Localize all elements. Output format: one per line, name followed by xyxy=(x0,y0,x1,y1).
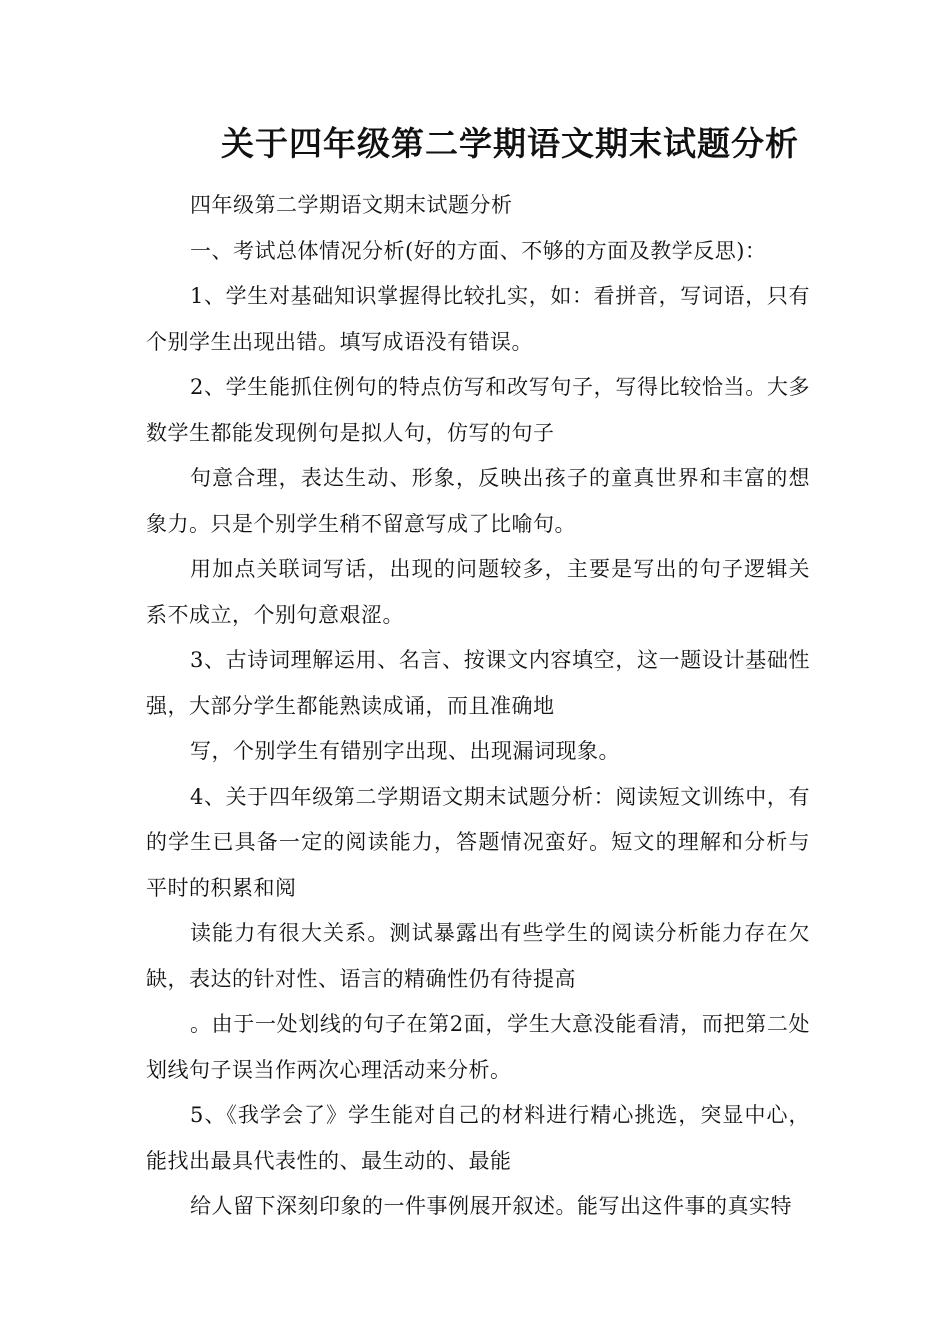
paragraph: 3、古诗词理解运用、名言、按课文内容填空，这一题设计基础性强，大部分学生都能熟读成诵，而且准确地 xyxy=(146,648,810,718)
paragraph: 一、考试总体情况分析(好的方面、不够的方面及教学反思)： xyxy=(190,238,767,263)
paragraph: 四年级第二学期语文期末试题分析 xyxy=(190,193,513,217)
paragraph: 5、《我学会了》学生能对自己的材料进行精心挑选，突显中心，能找出最具代表性的、最生动的、最能 xyxy=(146,1103,810,1173)
paragraph: 4、关于四年级第二学期语文期末试题分析：阅读短文训练中，有的学生已具备一定的阅读能力，答题情况蛮好。短文的理解和分析与平时的积累和阅 xyxy=(146,784,810,900)
paragraph: 句意合理，表达生动、形象，反映出孩子的童真世界和丰富的想象力。只是个别学生稍不留意写成了比喻句。 xyxy=(146,466,810,536)
paragraph: 写，个别学生有错别字出现、出现漏词现象。 xyxy=(190,739,620,763)
paragraph: 1、学生对基础知识掌握得比较扎实，如：看拼音，写词语，只有个别学生出现出错。填写成语没有错误。 xyxy=(146,284,810,354)
paragraph: 。由于一处划线的句子在第2面，学生大意没能看清，而把第二处划线句子误当作两次心理活动来分析。 xyxy=(146,1012,810,1082)
document-body xyxy=(146,183,810,1230)
paragraph: 2、学生能抓住例句的特点仿写和改写句子，写得比较恰当。大多数学生都能发现例句是拟人句，仿写的句子 xyxy=(146,375,810,445)
paragraph: 读能力有很大关系。测试暴露出有些学生的阅读分析能力存在欠缺，表达的针对性、语言的精确性仍有待提高 xyxy=(146,921,810,991)
paragraph: 用加点关联词写话，出现的问题较多，主要是写出的句子逻辑关系不成立，个别句意艰涩。 xyxy=(146,557,810,627)
document-title: 关于四年级第二学期语文期末试题分析 xyxy=(221,124,799,163)
paragraph: 给人留下深刻印象的一件事例展开叙述。能写出这件事的真实特 xyxy=(190,1194,792,1218)
